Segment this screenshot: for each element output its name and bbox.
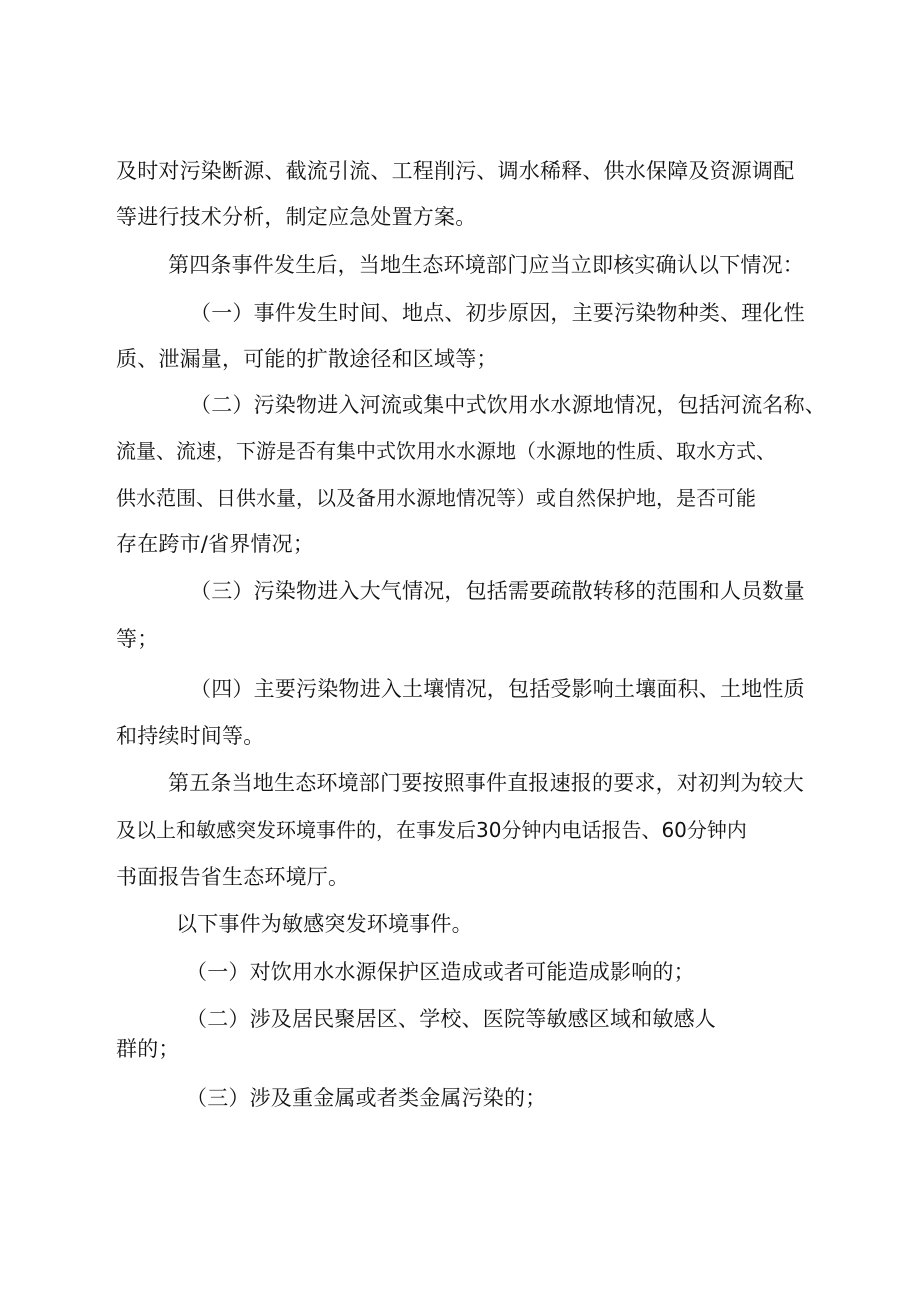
text-line-15: 及以上和敏感突发环境事件的，在事发后30分钟内电话报告、60分钟内 [116,818,747,842]
text-line-16: 书面报告省生态环境厅。 [116,865,350,889]
text-line-5: 质、泄漏量，可能的扩散途径和区域等； [116,347,498,371]
text-line-9: 存在跨市/省界情况； [116,532,315,556]
text-line-20: 群的； [116,1037,180,1061]
text-line-14: 第五条当地生态环境部门要按照事件直报速报的要求，对初判为较大 [168,771,804,795]
text-line-4: （一）事件发生时间、地点、初步原因，主要污染物种类、理化性 [190,301,805,325]
text-line-17: 以下事件为敏感突发环境事件。 [176,912,473,936]
text-line-18: （一）对饮用水水源保护区造成或者可能造成影响的； [186,960,695,984]
text-line-1: 及时对污染断源、截流引流、工程削污、调水稀释、供水保障及资源调配 [116,159,795,183]
text-line-2: 等进行技术分析，制定应急处置方案。 [116,205,477,229]
text-line-3: 第四条事件发生后，当地生态环境部门应当立即核实确认以下情况： [168,253,804,277]
text-line-10: （三）污染物进入大气情况，包括需要疏散转移的范围和人员数量 [190,579,805,603]
text-line-11: 等； [116,627,159,651]
text-line-12: （四）主要污染物进入土壤情况，包括受影响土壤面积、土地性质 [190,677,805,701]
text-line-21: （三）涉及重金属或者类金属污染的； [186,1086,547,1110]
text-line-7: 流量、流速，下游是否有集中式饮用水水源地（水源地的性质、取水方式、 [116,439,776,463]
text-line-6: （二）污染物进入河流或集中式饮用水水源地情况，包括河流名称、 [190,393,826,417]
text-line-19: （二）涉及居民聚居区、学校、医院等敏感区域和敏感人 [186,1007,716,1031]
text-line-13: 和持续时间等。 [116,724,265,748]
text-line-8: 供水范围、日供水量，以及备用水源地情况等）或自然保护地，是否可能 [116,486,756,510]
